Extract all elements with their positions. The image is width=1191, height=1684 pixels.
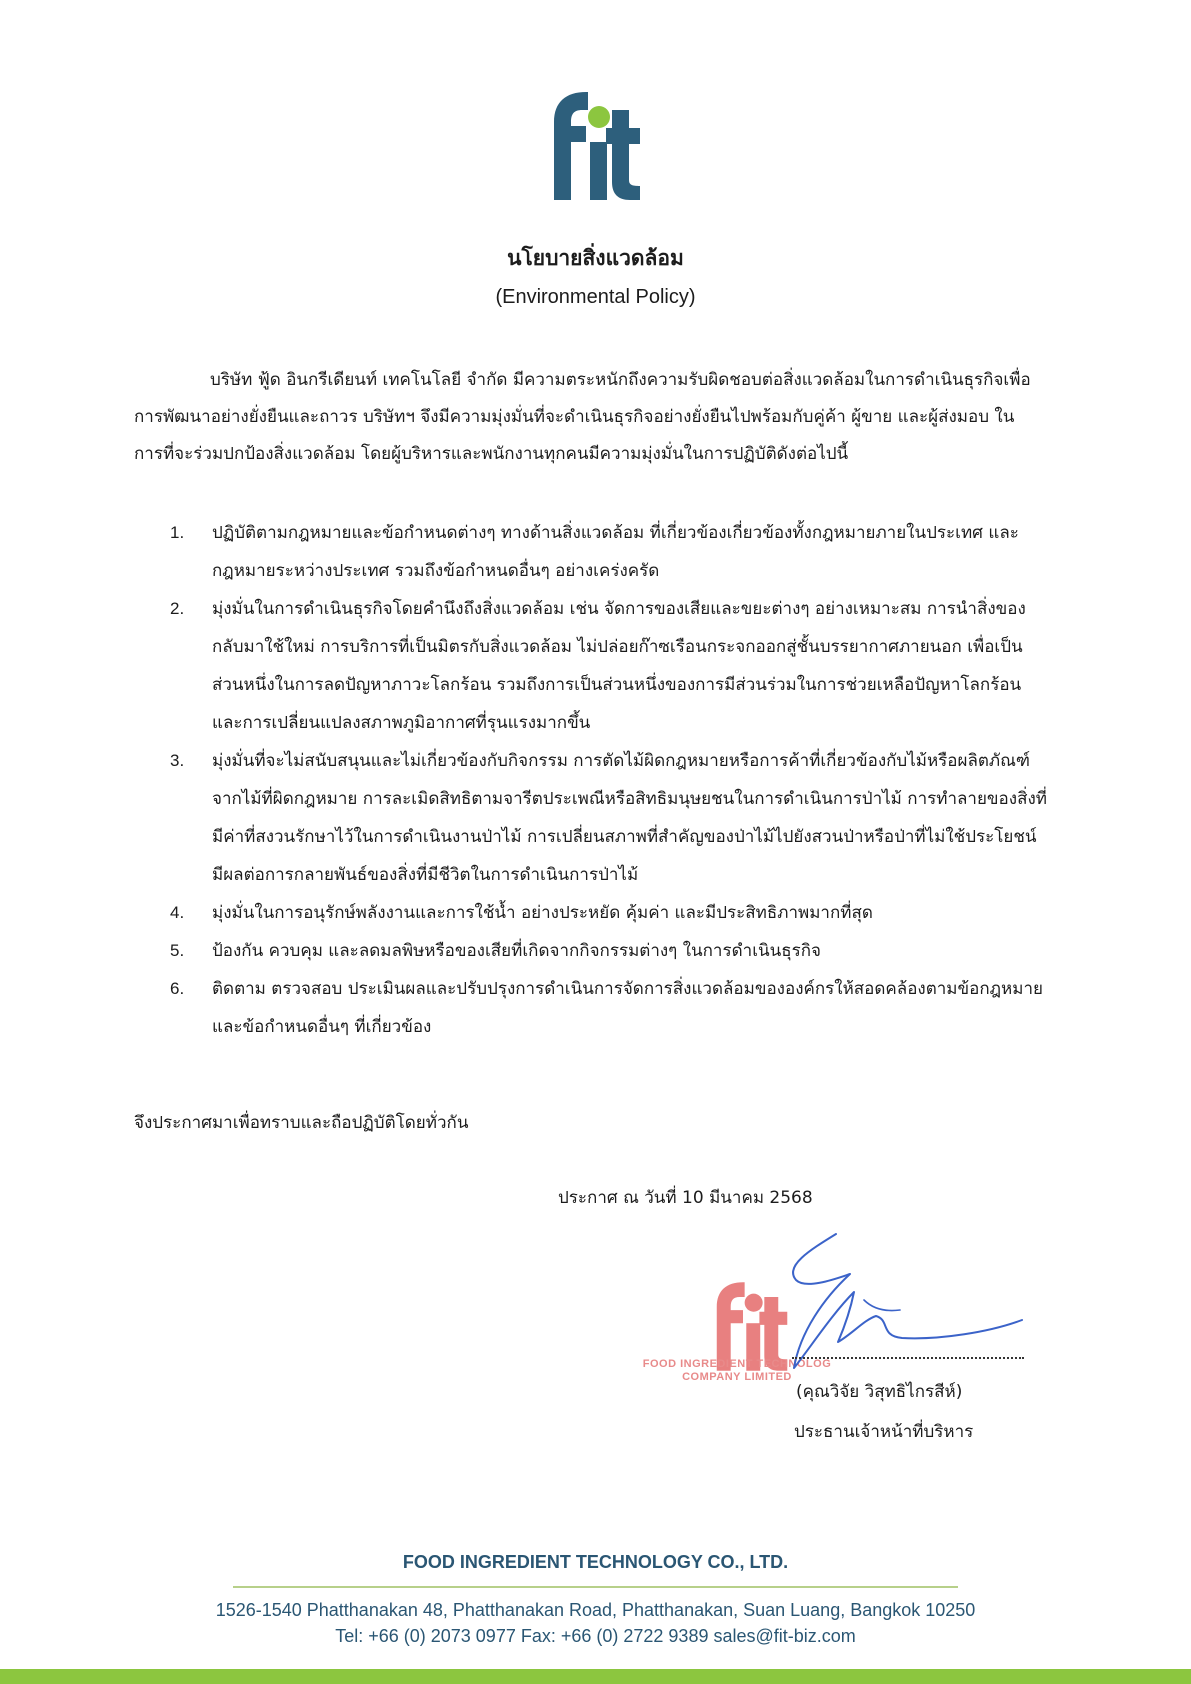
logo-dot-icon <box>588 106 610 128</box>
policy-item <box>170 894 1050 932</box>
signature-line <box>792 1357 1024 1359</box>
policy-text: ปฏิบัติตามกฎหมายและข้อกำหนดต่างๆ ทางด้านสิ่งแวดล้อม ที่เกี่ยวข้องเกี่ยวข้องทั้งกฎหมายภายในประเทศ และกฎหมายระหว่างประเทศ รวมถึงข้อกำหนดอื่นๆ อย่างเคร่งครัด <box>212 523 1019 581</box>
intro-paragraph <box>134 362 1034 473</box>
fit-logo-icon <box>536 82 646 202</box>
footer-contact: Tel: +66 (0) 2073 0977 Fax: +66 (0) 2722 9389 sales@fit-biz.com <box>335 1626 856 1646</box>
signer-name: (คุณวิจัย วิสุทธิไกรสีห์) <box>796 1382 963 1402</box>
policy-number: 1. <box>170 523 185 542</box>
policy-number: 5. <box>170 941 185 960</box>
footer-divider <box>233 1586 958 1588</box>
stamp-line-1: FOOD INGREDIENT TECHNOLOG <box>642 1358 832 1370</box>
title-english: (Environmental Policy) <box>495 286 696 308</box>
footer-address: 1526-1540 Phatthanakan 48, Phatthanakan Road, Phatthanakan, Suan Luang, Bangkok 10250 <box>215 1600 976 1620</box>
policy-text: มุ่งมั่นที่จะไม่สนับสนุนและไม่เกี่ยวข้องกับกิจกรรม การตัดไม้ผิดกฎหมายหรือการค้าที่เกี่ยวข้องกับไม้หรือผลิตภัณฑ์จากไม้ที่ผิดกฎหมาย การละเมิดสิทธิตามจารีตประเพณีหรือสิทธิมนุษยชนในการดำเนินการป่าไม้ การทำลายของสิ่งที่มีค่าที่สงวนรักษาไว้ในการดำเนินงานป่าไม้ การเปลี่ยนสภาพที่สำคัญของป่าไม้ไปยังสวนป่าหรือป่าที่ไม่ใช้ประโยชน์ มีผลต่อการกลายพันธ์ของสิ่งที่มีชีวิตในการดำเนินการป่าไม้ <box>212 751 1047 885</box>
policy-item <box>170 970 1050 1046</box>
policy-number: 2. <box>170 599 185 618</box>
policy-list <box>170 514 1050 1046</box>
policy-item <box>170 932 1050 970</box>
policy-text: มุ่งมั่นในการดำเนินธุรกิจโดยคำนึงถึงสิ่งแวดล้อม เช่น จัดการของเสียและขยะต่างๆ อย่างเหมาะสม การนำสิ่งของกลับมาใช้ใหม่ การบริการที่เป็นมิตรกับสิ่งแวดล้อม ไม่ปล่อยก๊าซเรือนกระจกออกสู่ชั้นบรรยากาศภายนอก เพื่อเป็นส่วนหนึ่งในการลดปัญหาภาวะโลกร้อน รวมถึงการเป็นส่วนหนึ่งของการมีส่วนร่วมในการช่วยเหลือปัญหาโลกร้อนและการเปลี่ยนแปลงสภาพภูมิอากาศที่รุนแรงมากขึ้น <box>212 599 1026 733</box>
policy-item <box>170 742 1050 894</box>
title-thai: นโยบายสิ่งแวดล้อม <box>507 246 684 270</box>
signer-title: ประธานเจ้าหน้าที่บริหาร <box>794 1422 974 1442</box>
policy-text: ป้องกัน ควบคุม และลดมลพิษหรือของเสียที่เกิดจากกิจกรรมต่างๆ ในการดำเนินธุรกิจ <box>212 941 822 961</box>
closing-statement: จึงประกาศมาเพื่อทราบและถือปฏิบัติโดยทั่วกัน <box>134 1113 469 1133</box>
policy-number: 6. <box>170 979 185 998</box>
stamp-line-2: COMPANY LIMITED <box>682 1371 792 1383</box>
policy-item <box>170 590 1050 742</box>
intro-text: บริษัท ฟู้ด อินกรีเดียนท์ เทคโนโลยี จำกัด มีความตระหนักถึงความรับผิดชอบต่อสิ่งแวดล้อมในการดำเนินธุรกิจเพื่อการพัฒนาอย่างยั่งยืนและถาวร บริษัทฯ จึงมีความมุ่งมั่นที่จะดำเนินธุรกิจอย่างยั่งยืนไปพร้อมกับคู่ค้า ผู้ขาย และผู้ส่งมอบ ในการที่จะร่วมปกป้องสิ่งแวดล้อม โดยผู้บริหารและพนักงานทุกคนมีความมุ่งมั่นในการปฏิบัติดังต่อไปนี้ <box>134 370 1031 464</box>
footer-company-name: FOOD INGREDIENT TECHNOLOGY CO., LTD. <box>402 1552 789 1572</box>
footer-accent-bar <box>0 1669 1191 1684</box>
policy-item <box>170 514 1050 590</box>
policy-text: มุ่งมั่นในการอนุรักษ์พลังงานและการใช้น้ำ อย่างประหยัด คุ้มค่า และมีประสิทธิภาพมากที่สุด <box>212 903 873 923</box>
policy-text: ติดตาม ตรวจสอบ ประเมินผลและปรับปรุงการดำเนินการจัดการสิ่งแวดล้อมขององค์กรให้สอดคล้องตามข้อกฎหมาย และข้อกำหนดอื่นๆ ที่เกี่ยวข้อง <box>212 979 1043 1037</box>
policy-number: 3. <box>170 751 185 770</box>
signature-icon <box>740 1228 1030 1378</box>
announcement-date: ประกาศ ณ วันที่ 10 มีนาคม 2568 <box>558 1188 813 1208</box>
policy-number: 4. <box>170 903 185 922</box>
